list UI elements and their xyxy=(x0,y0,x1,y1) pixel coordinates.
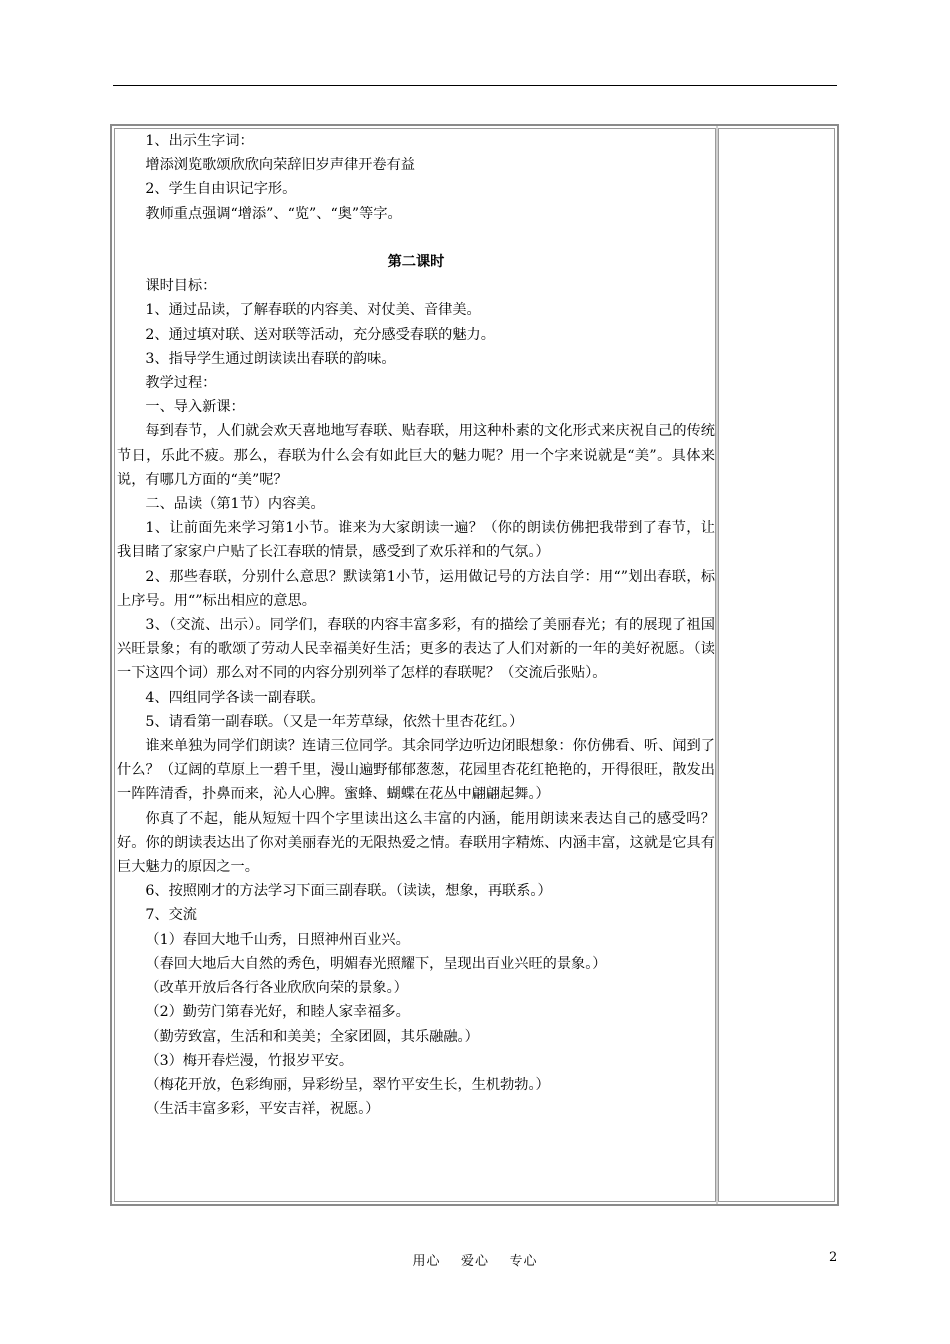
paragraph: 2、那些春联，分别什么意思？默读第1小节，运用做记号的方法自学：用“”划出春联，标上序号。用“”标出相应的意思。 xyxy=(117,568,715,609)
paragraph: （2）勤劳门第春光好，和睦人家幸福多。 xyxy=(145,1004,410,1021)
paragraph: 每到春节，人们就会欢天喜地地写春联、贴春联，用这种朴素的文化形式来庆祝自己的传统节日，乐此不疲。那么，春联为什么会有如此巨大的魅力呢？用一个字来说就是“美”。具体来说，有哪几方面的“美”呢？ xyxy=(117,423,715,488)
text-line: 2、学生自由识记字形。 xyxy=(145,181,297,198)
paragraph: （改革开放后各行各业欣欣向荣的景象。） xyxy=(145,980,408,997)
paragraph: 3、指导学生通过朗读读出春联的韵味。 xyxy=(145,350,396,367)
paragraph: （春回大地后大自然的秀色，明媚春光照耀下，呈现出百业兴旺的景象。） xyxy=(145,955,607,972)
notes-cell xyxy=(718,128,835,1202)
paragraph: 1、让前面先来学习第1小节。谁来为大家朗读一遍？（你的朗读仿佛把我带到了春节，让我目睹了家家户户贴了长江春联的情景，感受到了欢乐祥和的气氛。） xyxy=(117,520,715,561)
text-line: 1、出示生字词： xyxy=(145,133,254,149)
paragraph: （梅花开放，色彩绚丽，异彩纷呈，翠竹平安生长，生机勃勃。） xyxy=(145,1076,550,1093)
paragraph: 二、品读（第1节）内容美。 xyxy=(145,496,325,513)
paragraph: 6、按照刚才的方法学习下面三副春联。（读读，想象，再联系。） xyxy=(145,883,552,900)
paragraph: 你真了不起，能从短短十四个字里读出这么丰富的内涵，能用朗读来表达自己的感受吗？好。你的朗读表达出了你对美丽春光的无限热爱之情。春联用字精炼、内涵丰富，这就是它具有巨大魅力的原因之一。 xyxy=(117,810,715,876)
page-number: 2 xyxy=(829,1250,838,1265)
header-rule xyxy=(113,85,837,86)
paragraph: 1、通过品读，了解春联的内容美、对仗美、音律美。 xyxy=(145,302,481,319)
paragraph: （1）春回大地千山秀，日照神州百业兴。 xyxy=(145,931,410,948)
paragraph: （勤劳致富，生活和和美美；全家团圆，其乐融融。） xyxy=(145,1028,479,1045)
paragraph: 教学过程： xyxy=(145,375,217,392)
footer-motto: 用心 爱心 专心 xyxy=(412,1254,538,1269)
paragraph: （生活丰富多彩，平安吉祥，祝愿。） xyxy=(145,1101,380,1118)
paragraph: 2、通过填对联、送对联等活动，充分感受春联的魅力。 xyxy=(145,326,495,343)
paragraph: 课时目标： xyxy=(145,278,217,295)
paragraph: （3）梅开春烂漫，竹报岁平安。 xyxy=(145,1052,354,1069)
paragraph: 谁来单独为同学们朗读？连请三位同学。其余同学边听边闭眼想象：你仿佛看、听、闻到了什么？（辽阔的草原上一碧千里，漫山遍野郁郁葱葱，花园里杏花红艳艳的，开得很旺，散发出一阵阵清香，扑鼻而来，沁人心脾。蜜蜂、蝴蝶在花丛中翩翩起舞。） xyxy=(117,738,715,803)
section-title: 第二课时 xyxy=(387,254,445,270)
paragraph: 5、请看第一副春联。（又是一年芳草绿，依然十里杏花红。） xyxy=(145,713,524,730)
text-line: 教师重点强调“增添”、“览”、“奥”等字。 xyxy=(145,205,402,222)
paragraph: 7、交流 xyxy=(145,907,197,924)
text-line: 增添浏览歌颂欣欣向荣辞旧岁声律开卷有益 xyxy=(145,157,415,174)
paragraph: 3、（交流、出示）。同学们，春联的内容丰富多彩，有的描绘了美丽春光；有的展现了祖国兴旺景象；有的歌颂了劳动人民幸福美好生活；更多的表达了人们对新的一年的美好祝愿。（读一下这四个词）那么对不同的内容分别列举了怎样的春联呢？（交流后张贴）。 xyxy=(117,617,715,682)
paragraph: 4、四组同学各读一副春联。 xyxy=(145,689,325,706)
paragraph: 一、导入新课： xyxy=(145,399,245,416)
lesson-content xyxy=(117,129,715,1121)
